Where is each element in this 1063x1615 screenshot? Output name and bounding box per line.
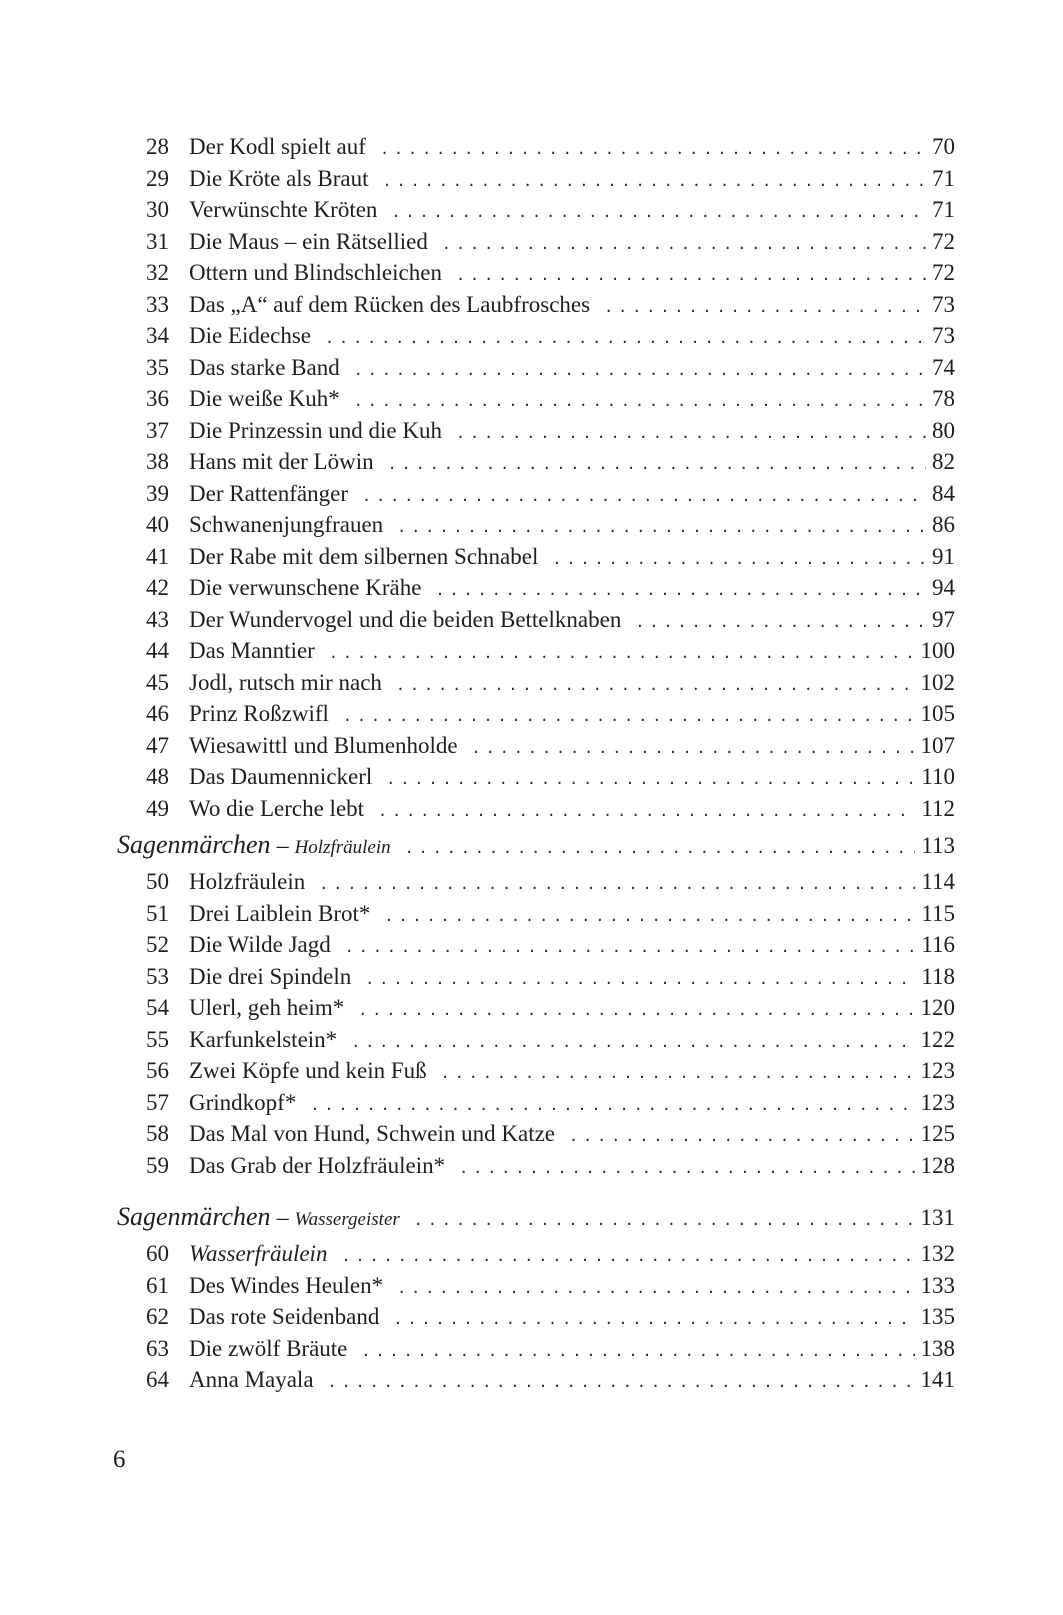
entry-number: 40 [146,512,169,537]
entry-page-number: 125 [920,1121,955,1146]
leader-dots [456,260,926,292]
entry-page-number: 72 [932,228,955,254]
entry-page-number: 97 [932,606,955,632]
toc-entry [117,194,955,226]
entry-title: Wasserfräulein [189,1241,328,1266]
leader-dots [343,701,915,733]
section-heading [117,828,955,862]
entry-number: 38 [146,449,169,474]
entry-page-number: 138 [920,1335,955,1361]
entry-page-number: 120 [920,995,955,1020]
toc-entry [117,163,955,195]
entry-title: Wiesawittl und Blumenholde [189,732,458,758]
entry-number: 53 [146,963,169,989]
leader-dots [341,1241,914,1273]
entry-page-number: 70 [932,134,955,159]
leader-dots [391,197,926,229]
entry-title: Das starke Band [189,354,340,380]
section-page-number: 113 [921,833,955,858]
page-number: 6 [113,1446,126,1473]
leader-dots [310,1090,914,1122]
entry-title: Die verwunschene Krähe [189,575,422,600]
entry-page-number: 115 [921,900,955,926]
entry-title: Zwei Köpfe und kein Fuß [189,1058,427,1083]
entry-page-number: 84 [932,480,955,506]
toc-entry [117,1118,955,1150]
entry-title: Jodl, rutsch mir nach [189,669,382,695]
entry-page-number: 102 [920,669,955,695]
leader-dots [396,670,915,702]
entry-page-number: 86 [932,512,955,537]
entry-title: Der Wundervogel und die beiden Bettelknaben [189,606,622,632]
entry-title: Anna Mayala [189,1367,314,1392]
entry-title: Das Manntier [189,638,315,663]
entry-page-number: 128 [920,1152,955,1178]
leader-dots [380,134,926,166]
leader-dots [361,1336,914,1368]
leader-dots [329,638,915,670]
toc-group-3 [117,1200,955,1396]
leader-dots [441,1058,915,1090]
entry-title: Die Prinzessin und die Kuh [189,417,442,443]
entry-title: Karfunkelstein* [189,1026,338,1052]
entry-title: Die Wilde Jagd [189,932,331,957]
leader-dots [328,1367,915,1399]
leader-dots [472,733,915,765]
entry-title: Das rote Seidenband [189,1304,380,1329]
toc-entry [117,352,955,384]
leader-dots [384,901,915,933]
entry-number: 63 [146,1335,169,1361]
entry-number: 62 [146,1304,169,1329]
entry-page-number: 73 [932,291,955,317]
toc-entry [117,257,955,289]
toc-entry [117,1055,955,1087]
entry-number: 57 [146,1089,169,1115]
entry-title: Prinz Roßzwifl [189,701,329,726]
entry-page-number: 123 [920,1058,955,1083]
leader-dots [345,932,916,964]
leader-dots [325,323,926,355]
toc-entry [117,131,955,163]
entry-number: 46 [146,701,169,726]
toc-entry [117,289,955,321]
entry-page-number: 133 [920,1272,955,1298]
entry-page-number: 71 [932,165,955,191]
toc-entry [117,1364,955,1396]
toc-entry [117,509,955,541]
entry-number: 64 [146,1367,169,1392]
toc-entry [117,415,955,447]
entry-number: 32 [146,260,169,285]
entry-page-number: 135 [920,1304,955,1329]
entry-number: 28 [146,134,169,159]
entry-title: Verwünschte Kröten [189,197,378,222]
leader-dots [552,544,926,576]
entry-page-number: 80 [932,417,955,443]
entry-number: 35 [146,354,169,380]
entry-page-number: 114 [921,869,955,894]
leader-dots [354,355,926,387]
entry-title: Das „A“ auf dem Rücken des Laubfrosches [189,291,591,317]
leader-dots [569,1121,914,1153]
entry-title: Die drei Spindeln [189,963,352,989]
leader-dots [388,449,926,481]
entry-page-number: 141 [920,1367,955,1392]
entry-number: 44 [146,638,169,663]
leader-dots [351,1027,914,1059]
entry-page-number: 132 [920,1241,955,1266]
leader-dots [358,995,914,1027]
entry-page-number: 72 [932,260,955,285]
entry-number: 36 [146,386,169,411]
entry-title: Hans mit der Löwin [189,449,374,474]
entry-number: 52 [146,932,169,957]
entry-page-number: 107 [920,732,955,758]
entry-title: Die Kröte als Braut [189,165,369,191]
entry-title: Das Mal von Hund, Schwein und Katze [189,1121,556,1146]
toc-entry [117,604,955,636]
section-heading [117,1200,955,1234]
toc-entry [117,1150,955,1182]
toc-entry [117,478,955,510]
entry-page-number: 116 [921,932,955,957]
leader-dots [365,964,915,996]
toc-entry [117,635,955,667]
toc-entry [117,898,955,930]
leader-dots [414,1203,915,1237]
entry-number: 39 [146,480,169,506]
leader-dots [459,1153,914,1185]
entry-title: Wo die Lerche lebt [189,795,365,821]
entry-page-number: 74 [932,354,955,380]
toc-entry [117,961,955,993]
toc-entry [117,446,955,478]
leader-dots [397,1273,914,1305]
leader-dots [397,512,926,544]
entry-page-number: 78 [932,386,955,411]
section-dash: – [276,1205,289,1231]
toc-entry [117,320,955,352]
entry-title: Das Daumennickerl [189,764,373,789]
toc-entry [117,541,955,573]
entry-title: Die Eidechse [189,323,311,348]
section-title: Sagenmärchen [117,1202,271,1231]
entry-title: Ulerl, geh heim* [189,995,345,1020]
entry-title: Holzfräulein [189,869,306,894]
entry-number: 29 [146,165,169,191]
leader-dots [393,1304,914,1336]
section-title: Sagenmärchen [117,830,271,859]
entry-number: 37 [146,417,169,443]
entry-number: 33 [146,291,169,317]
entry-number: 59 [146,1152,169,1178]
entry-title: Die weiße Kuh* [189,386,340,411]
toc-entry [117,1333,955,1365]
toc-entry [117,992,955,1024]
entry-page-number: 82 [932,449,955,474]
entry-title: Die Maus – ein Rätsellied [189,228,428,254]
toc-entry [117,698,955,730]
leader-dots [405,831,916,865]
toc-entry [117,929,955,961]
toc-entry [117,1087,955,1119]
entry-page-number: 91 [932,543,955,569]
entry-number: 30 [146,197,169,222]
entry-number: 34 [146,323,169,348]
leader-dots [604,292,926,324]
leader-dots [362,481,926,513]
leader-dots [354,386,926,418]
entry-number: 42 [146,575,169,600]
entry-number: 50 [146,869,169,894]
entry-page-number: 112 [921,795,955,821]
leader-dots [435,575,926,607]
entry-title: Die zwölf Bräute [189,1335,348,1361]
entry-number: 58 [146,1121,169,1146]
entry-title: Der Rattenfänger [189,480,349,506]
entry-number: 45 [146,669,169,695]
leader-dots [635,607,926,639]
entry-page-number: 105 [920,701,955,726]
toc-entry [117,667,955,699]
toc-entry [117,730,955,762]
toc-entry [117,383,955,415]
section-dash: – [276,833,289,859]
toc-entry [117,1270,955,1302]
entry-title: Der Rabe mit dem silbernen Schnabel [189,543,539,569]
entry-number: 31 [146,228,169,254]
entry-page-number: 118 [921,963,955,989]
entry-title: Drei Laiblein Brot* [189,900,371,926]
toc-entry [117,761,955,793]
entry-page-number: 73 [932,323,955,348]
toc-entry [117,866,955,898]
entry-page-number: 71 [932,197,955,222]
toc-group-1 [117,131,955,824]
entry-title: Grindkopf* [189,1089,297,1115]
entry-page-number: 100 [920,638,955,663]
entry-number: 54 [146,995,169,1020]
entry-page-number: 94 [932,575,955,600]
section-subtitle: Wassergeister [294,1209,400,1230]
entry-page-number: 110 [921,764,955,789]
toc-entry [117,1301,955,1333]
section-subtitle: Holzfräulein [294,837,391,858]
toc-entry [117,572,955,604]
leader-dots [319,869,915,901]
entry-number: 47 [146,732,169,758]
entry-number: 43 [146,606,169,632]
entry-title: Das Grab der Holzfräulein* [189,1152,446,1178]
toc-entry [117,1238,955,1270]
entry-title: Der Kodl spielt auf [189,134,366,159]
entry-number: 55 [146,1026,169,1052]
toc-entry [117,1024,955,1056]
section-page-number: 131 [920,1205,955,1230]
entry-number: 48 [146,764,169,789]
entry-number: 41 [146,543,169,569]
entry-title: Ottern und Blindschleichen [189,260,442,285]
toc-group-2 [117,828,955,1181]
toc-entry [117,793,955,825]
leader-dots [382,166,926,198]
leader-dots [378,796,915,828]
entry-number: 51 [146,900,169,926]
entry-number: 61 [146,1272,169,1298]
toc-entry [117,226,955,258]
entry-page-number: 122 [920,1026,955,1052]
entry-title: Schwanenjungfrauen [189,512,384,537]
entry-number: 56 [146,1058,169,1083]
entry-page-number: 123 [920,1089,955,1115]
entry-number: 49 [146,795,169,821]
entry-title: Des Windes Heulen* [189,1272,384,1298]
leader-dots [456,418,926,450]
leader-dots [442,229,926,261]
entry-number: 60 [146,1241,169,1266]
leader-dots [386,764,915,796]
